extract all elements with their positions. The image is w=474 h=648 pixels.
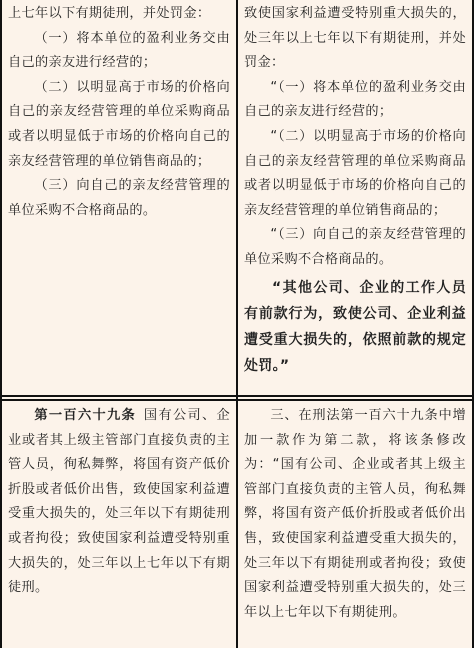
new-text-item-2: “（二）以明显高于市场的价格向自己的亲友经营管理的单位采购商品或者以明显低于市场的价格向自己的亲友经营管理的单位销售商品的； xyxy=(244,128,466,218)
bottom-left-cell xyxy=(8,404,230,601)
row-divider-2 xyxy=(0,399,474,401)
article-number: 第一百六十九条 xyxy=(34,408,137,423)
old-text-item-1: （一）将本单位的盈利业务交由自己的亲友进行经营的； xyxy=(8,30,230,71)
top-left-cell xyxy=(8,2,230,223)
amendment-3-text: 三、在刑法第一百六十九条中增加一款作为第二款，将该条修改为：“国有公司、企业或者其上级主管部门直接负责的主管人员，徇私舞弊，将国有资产低价折股或者低价出售，致使国家利益遭受重大损失的，处三年以下有期徒刑或者拘役；致使国家利益遭受特别重大损失的，处三年以上七年以下有期徒刑。 xyxy=(244,408,466,620)
column-divider xyxy=(236,0,238,648)
article-text: 国有公司、企业或者其上级主管部门直接负责的主管人员，徇私舞弊，将国有资产低价折股或者低价出售，致使国家利益遭受重大损失的，处三年以下有期徒刑或者拘役；致使国家利益遭受特别重大损失的，处三年以上七年以下有期徒刑。 xyxy=(8,408,230,596)
old-text-item-2: （二）以明显高于市场的价格向自己的亲友经营管理的单位采购商品或者以明显低于市场的价格向自己的亲友经营管理的单位销售商品的； xyxy=(8,79,230,169)
new-text-line: 致使国家利益遭受特别重大损失的，处三年以上七年以下有期徒刑，并处罚金： xyxy=(244,6,466,71)
bottom-right-cell xyxy=(244,404,466,625)
new-added-paragraph: “其他公司、企业的工作人员有前款行为，致使公司、企业利益遭受重大损失的，依照前款的规定处罚。” xyxy=(244,279,466,374)
new-text-item-1: “（一）将本单位的盈利业务交由自己的亲友进行经营的； xyxy=(244,79,466,120)
old-text-line: 上七年以下有期徒刑，并处罚金： xyxy=(8,6,211,21)
new-text-item-3: “（三）向自己的亲友经营管理的单位采购不合格商品的。 xyxy=(244,227,466,267)
old-article-169 xyxy=(8,404,230,601)
top-right-cell xyxy=(244,2,466,379)
table-border-left xyxy=(0,0,2,648)
row-divider-1 xyxy=(0,395,474,397)
old-text-item-3: （三）向自己的亲友经营管理的单位采购不合格商品的。 xyxy=(8,178,230,218)
